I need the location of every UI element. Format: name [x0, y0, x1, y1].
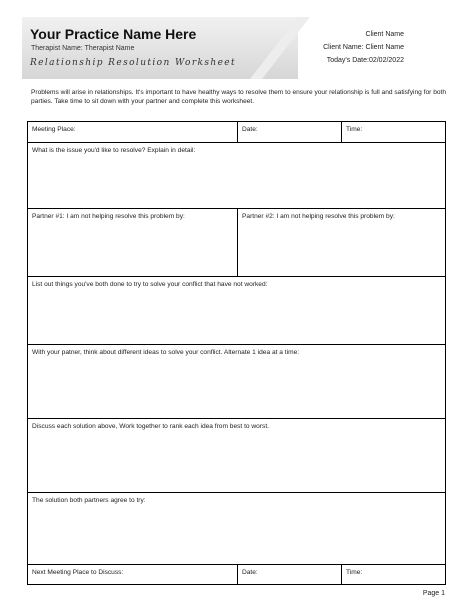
partner2-field[interactable]: Partner #2: I am not helping resolve this problem by:	[238, 209, 446, 277]
client-name-line	[323, 41, 404, 54]
client-title: Client Name	[365, 31, 404, 38]
client-info	[323, 28, 404, 67]
agree-field[interactable]: The solution both partners agree to try:	[28, 493, 446, 565]
date-field[interactable]: Date:	[238, 122, 342, 143]
next-date-field[interactable]: Date:	[238, 565, 342, 585]
intro-text: Problems will arise in relationships. It's important to have healthy ways to resolve them to ensure your relationship is full and satisfying for both parties. Take time to sit down with your partner and complete this worksheet.	[31, 89, 447, 105]
rank-field[interactable]: Discuss each solution above, Work together to rank each idea from best to worst.	[28, 419, 446, 493]
page-number: Page 1	[422, 590, 445, 597]
client-value: Client Name	[365, 44, 404, 51]
date-value: 02/02/2022	[368, 57, 404, 64]
issue-field[interactable]: What is the issue you'd like to resolve? Explain in detail:	[28, 143, 446, 209]
practice-name: Your Practice Name Here	[30, 26, 197, 42]
next-meeting-field[interactable]: Next Meeting Place to Discuss:	[28, 565, 238, 585]
meeting-place-field[interactable]: Meeting Place:	[28, 122, 238, 143]
therapist-name: Therapist Name	[84, 45, 135, 52]
client-label: Client Name:	[323, 44, 364, 51]
therapist-label: Therapist Name:	[31, 45, 83, 52]
time-field[interactable]: Time:	[342, 122, 446, 143]
date-line	[323, 54, 404, 67]
partner1-field[interactable]: Partner #1: I am not helping resolve this problem by:	[28, 209, 238, 277]
ideas-field[interactable]: With your patner, think about different ideas to solve your conflict. Alternate 1 idea at a time:	[28, 345, 446, 419]
date-label: Today's Date:	[326, 57, 369, 64]
therapist-line	[31, 45, 134, 52]
worksheet-title: Relationship Resolution Worksheet	[30, 58, 237, 68]
next-time-field[interactable]: Time:	[342, 565, 446, 585]
worksheet-form	[27, 121, 446, 585]
tried-field[interactable]: List out things you've both done to try to solve your conflict that have not worked:	[28, 277, 446, 345]
